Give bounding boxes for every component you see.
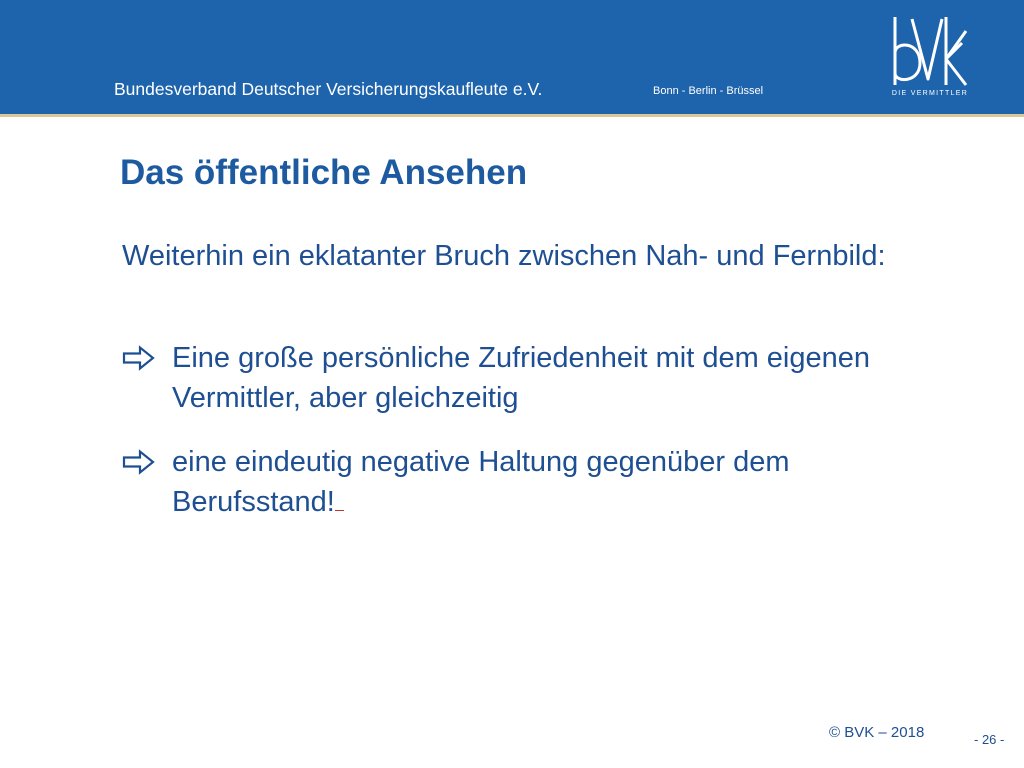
bvk-logo <box>890 13 970 101</box>
logo-subtitle: DIE VERMITTLER <box>891 90 969 97</box>
organization-name: Bundesverband Deutscher Versicherungskaufleute e.V. <box>114 79 543 99</box>
slide-title: Das öffentliche Ansehen <box>120 153 528 192</box>
right-arrow-icon <box>122 345 156 371</box>
intro-text: Weiterhin ein eklatanter Bruch zwischen Nah- und Fernbild: <box>122 240 886 272</box>
page-number: - 26 - <box>974 732 1005 747</box>
bullet-text: Eine große persönliche Zufriedenheit mit dem eigenen Vermittler, aber gleichzeitig <box>172 342 871 414</box>
bvk-logo-mark <box>890 13 970 89</box>
bullet-text <box>172 442 922 522</box>
office-locations: Bonn - Berlin - Brüssel <box>653 85 764 97</box>
copyright-notice: © BVK – 2018 <box>829 724 925 741</box>
header-divider <box>0 114 1024 117</box>
right-arrow-icon <box>122 449 156 475</box>
spellcheck-mark <box>335 496 344 511</box>
bullet-text-content: eine eindeutig negative Haltung gegenüber dem Berufsstand! <box>172 446 790 518</box>
